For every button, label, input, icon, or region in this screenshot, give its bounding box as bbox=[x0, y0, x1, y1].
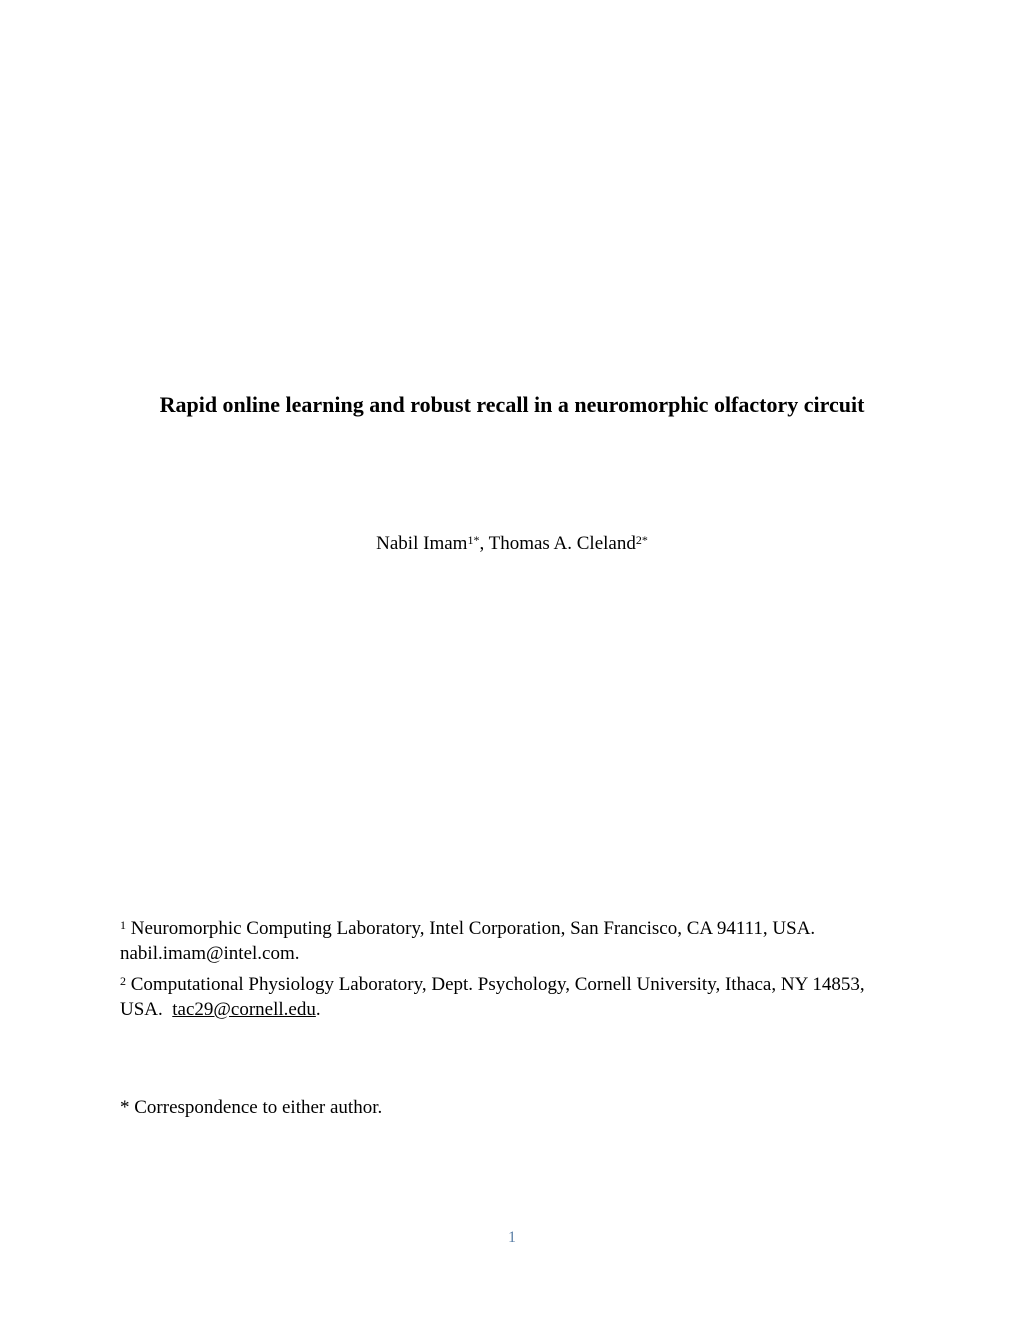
correspondence-note: * Correspondence to either author. bbox=[120, 1097, 383, 1118]
author-separator: , bbox=[479, 533, 489, 554]
author-name: Thomas A. Cleland bbox=[488, 533, 636, 554]
affiliation-1 bbox=[120, 916, 910, 966]
affiliation-text: Computational Physiology Laboratory, Dept. Psychology, Cornell University, Ithaca, NY 14853, USA. bbox=[120, 974, 870, 1020]
affiliation-trailing: . bbox=[315, 999, 321, 1020]
affiliation-2 bbox=[120, 972, 910, 1022]
author-list bbox=[0, 531, 1024, 557]
author-affiliation-marker: 2* bbox=[635, 533, 648, 547]
email-link[interactable]: tac29@cornell.edu bbox=[172, 999, 316, 1020]
page-number: 1 bbox=[508, 1229, 516, 1246]
affiliation-text: Neuromorphic Computing Laboratory, Intel Corporation, San Francisco, CA 94111, USA. nabil.imam@intel.com. bbox=[120, 918, 816, 964]
author-name: Nabil Imam bbox=[376, 533, 468, 554]
affiliation-marker: 2 bbox=[120, 974, 126, 988]
affiliation-marker: 1 bbox=[120, 918, 126, 932]
paper-title: Rapid online learning and robust recall in a neuromorphic olfactory circuit bbox=[159, 392, 865, 417]
author-affiliation-marker: 1* bbox=[467, 533, 480, 547]
